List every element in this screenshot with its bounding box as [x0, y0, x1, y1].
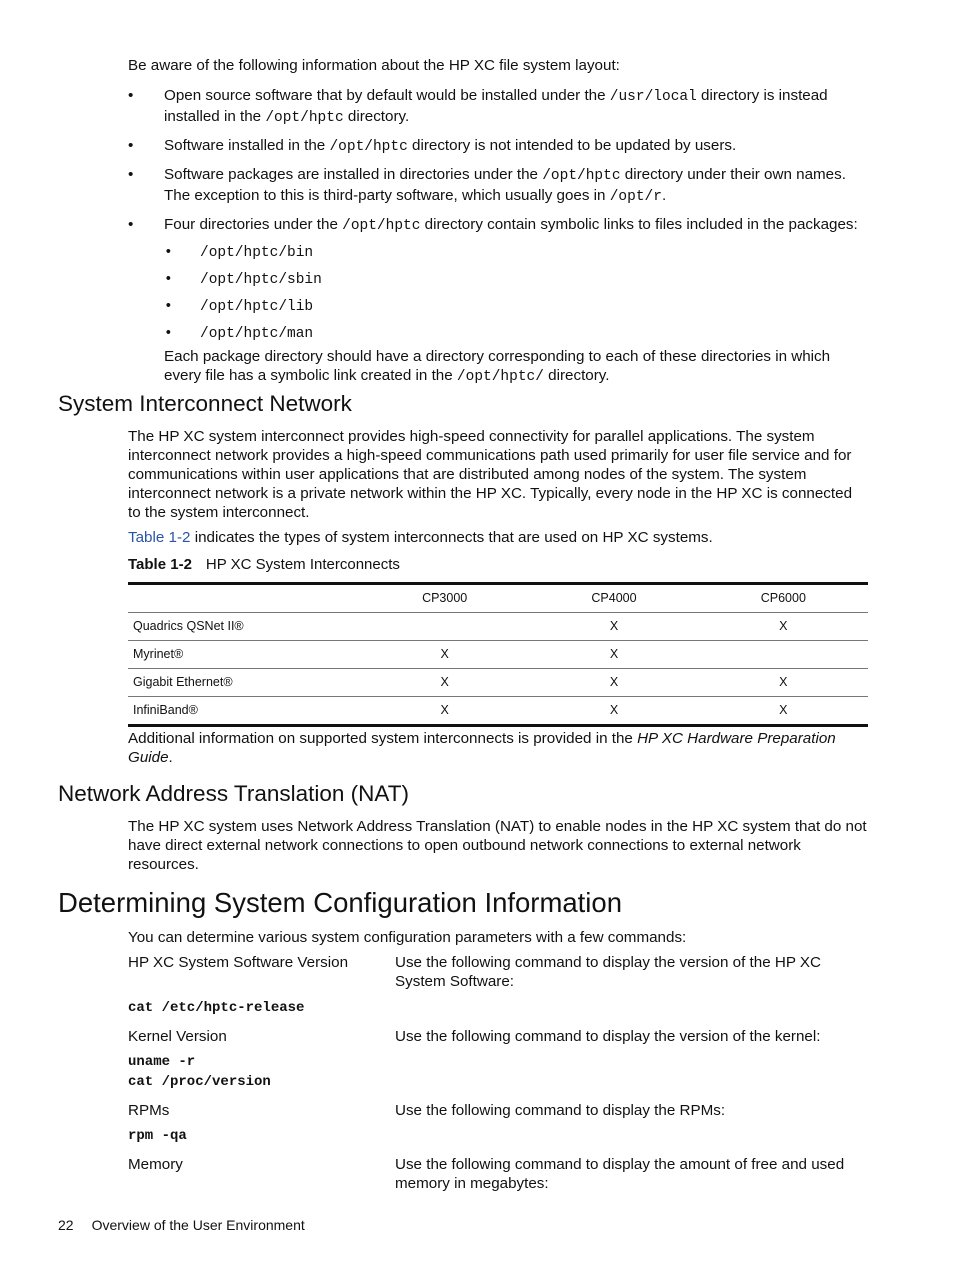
nat-body: [128, 817, 868, 874]
table-cell: Gigabit Ethernet®: [128, 669, 360, 697]
command-line: uname -r: [128, 1054, 196, 1070]
table-cell: X: [529, 669, 698, 697]
interconnects-table: [128, 582, 868, 727]
config-term: Kernel Version: [128, 1028, 227, 1045]
intro-lead: Be aware of the following information about the HP XC file system layout:: [128, 57, 620, 74]
table-cell: X: [529, 613, 698, 641]
table-title: HP XC System Interconnects: [205, 556, 400, 573]
table-cell: X: [360, 669, 529, 697]
subdir-item: • /opt/hptc/lib: [164, 298, 868, 317]
subdir-item: • /opt/hptc/sbin: [164, 271, 868, 290]
table-caption: [128, 555, 400, 574]
list-item: • Software installed in the /opt/hptc directory is not intended to be updated by users.: [128, 136, 868, 157]
list-item: • Software packages are installed in directories under the /opt/hptc directory under their own names. The exception to this is third-party software, which usually goes in /opt/r.: [128, 165, 868, 207]
table-cell: X: [440, 703, 449, 717]
table-cell: InfiniBand®: [133, 703, 198, 717]
list-item: • Four directories under the /opt/hptc directory contain symbolic links to files included in the packages: • /opt/hptc/bin • /opt/hptc/sbin • /opt/hptc/lib • /opt/hptc/man Each package directory should have a directory corresponding to each of these directories in which every file has a symbolic link created in the /opt/hptc/ directory.: [128, 215, 868, 387]
nat-paragraph: The HP XC system uses Network Address Translation (NAT) to enable nodes in the HP XC system that do not have direct external network connections to open outbound network connections to external network resources.: [128, 818, 867, 873]
column-header: [128, 584, 360, 613]
config-term: HP XC System Software Version: [128, 954, 349, 971]
subdir-list: [164, 244, 868, 344]
list-item: • Open source software that by default would be installed under the /usr/local directory is instead installed in the /opt/hptc directory.: [128, 86, 868, 128]
table-label: Table 1-2: [128, 556, 192, 573]
table-row: [128, 613, 868, 641]
subdir-item: • /opt/hptc/bin: [164, 244, 868, 263]
subdir-item: • /opt/hptc/man: [164, 325, 868, 344]
table-cell: Myrinet®: [128, 641, 360, 669]
footer-title: Overview of the User Environment: [91, 1217, 305, 1233]
column-header: CP3000: [360, 584, 529, 613]
section-heading-interconnect: System Interconnect Network: [58, 391, 352, 416]
command-line: rpm -qa: [128, 1128, 187, 1144]
page-footer: [58, 1216, 305, 1235]
config-description: Use the following command to display the version of the HP XC System Software:: [395, 954, 822, 990]
table-cell: X: [360, 641, 529, 669]
guide-title: HP XC Hardware Preparation Guide: [128, 730, 836, 766]
subdir-followup: Each package directory should have a directory corresponding to each of these directories in which every file has a symbolic link created in the /opt/hptc/ directory.: [164, 348, 831, 385]
table-row: [128, 641, 868, 669]
table-cell: [360, 613, 529, 641]
layout-bullets: [128, 86, 868, 387]
config-description: Use the following command to display the version of the kernel:: [395, 1028, 821, 1045]
page-number: 22: [58, 1217, 74, 1233]
table-header-row: [128, 584, 868, 613]
table-cell: [699, 641, 868, 669]
table-cell: X: [529, 641, 698, 669]
section-heading-nat: Network Address Translation (NAT): [58, 781, 409, 806]
command-line: cat /etc/hptc-release: [128, 1000, 305, 1016]
table-cell: X: [609, 703, 619, 717]
column-header: CP6000: [699, 584, 868, 613]
interconnect-additional: [128, 729, 868, 767]
config-description: Use the following command to display the amount of free and used memory in megabytes:: [395, 1156, 845, 1192]
table-cell: X: [699, 613, 868, 641]
table-cell: Quadrics QSNet II®: [128, 613, 360, 641]
column-header: CP4000: [529, 584, 698, 613]
intro-block: [128, 56, 868, 387]
config-term: Memory: [128, 1156, 183, 1173]
table-link[interactable]: Table 1-2: [128, 529, 191, 546]
additional-info: Additional information on supported system interconnects is provided in the HP XC Hardware Preparation Guide.: [128, 730, 836, 766]
section-heading-config: Determining System Configuration Information: [58, 887, 623, 918]
table-row: [128, 697, 868, 726]
interconnect-paragraph: The HP XC system interconnect provides high-speed connectivity for parallel applications. The system interconnect network provides a high-speed communications path used primarily for user file service and for communications within user applications that are distributed among nodes of the system. The system interconnect network is a private network within the HP XC. Typically, every node in the HP XC is connected to the system interconnect.: [128, 428, 853, 521]
command-line: cat /proc/version: [128, 1074, 271, 1090]
config-description: Use the following command to display the RPMs:: [395, 1102, 726, 1119]
table-row: [128, 669, 868, 697]
table-cell: X: [699, 669, 868, 697]
table-reference: Table 1-2 indicates the types of system interconnects that are used on HP XC systems.: [128, 529, 713, 546]
config-lead: You can determine various system configuration parameters with a few commands:: [128, 929, 687, 946]
table-cell: X: [779, 703, 788, 717]
interconnect-body: [128, 427, 868, 547]
config-term: RPMs: [128, 1102, 170, 1119]
